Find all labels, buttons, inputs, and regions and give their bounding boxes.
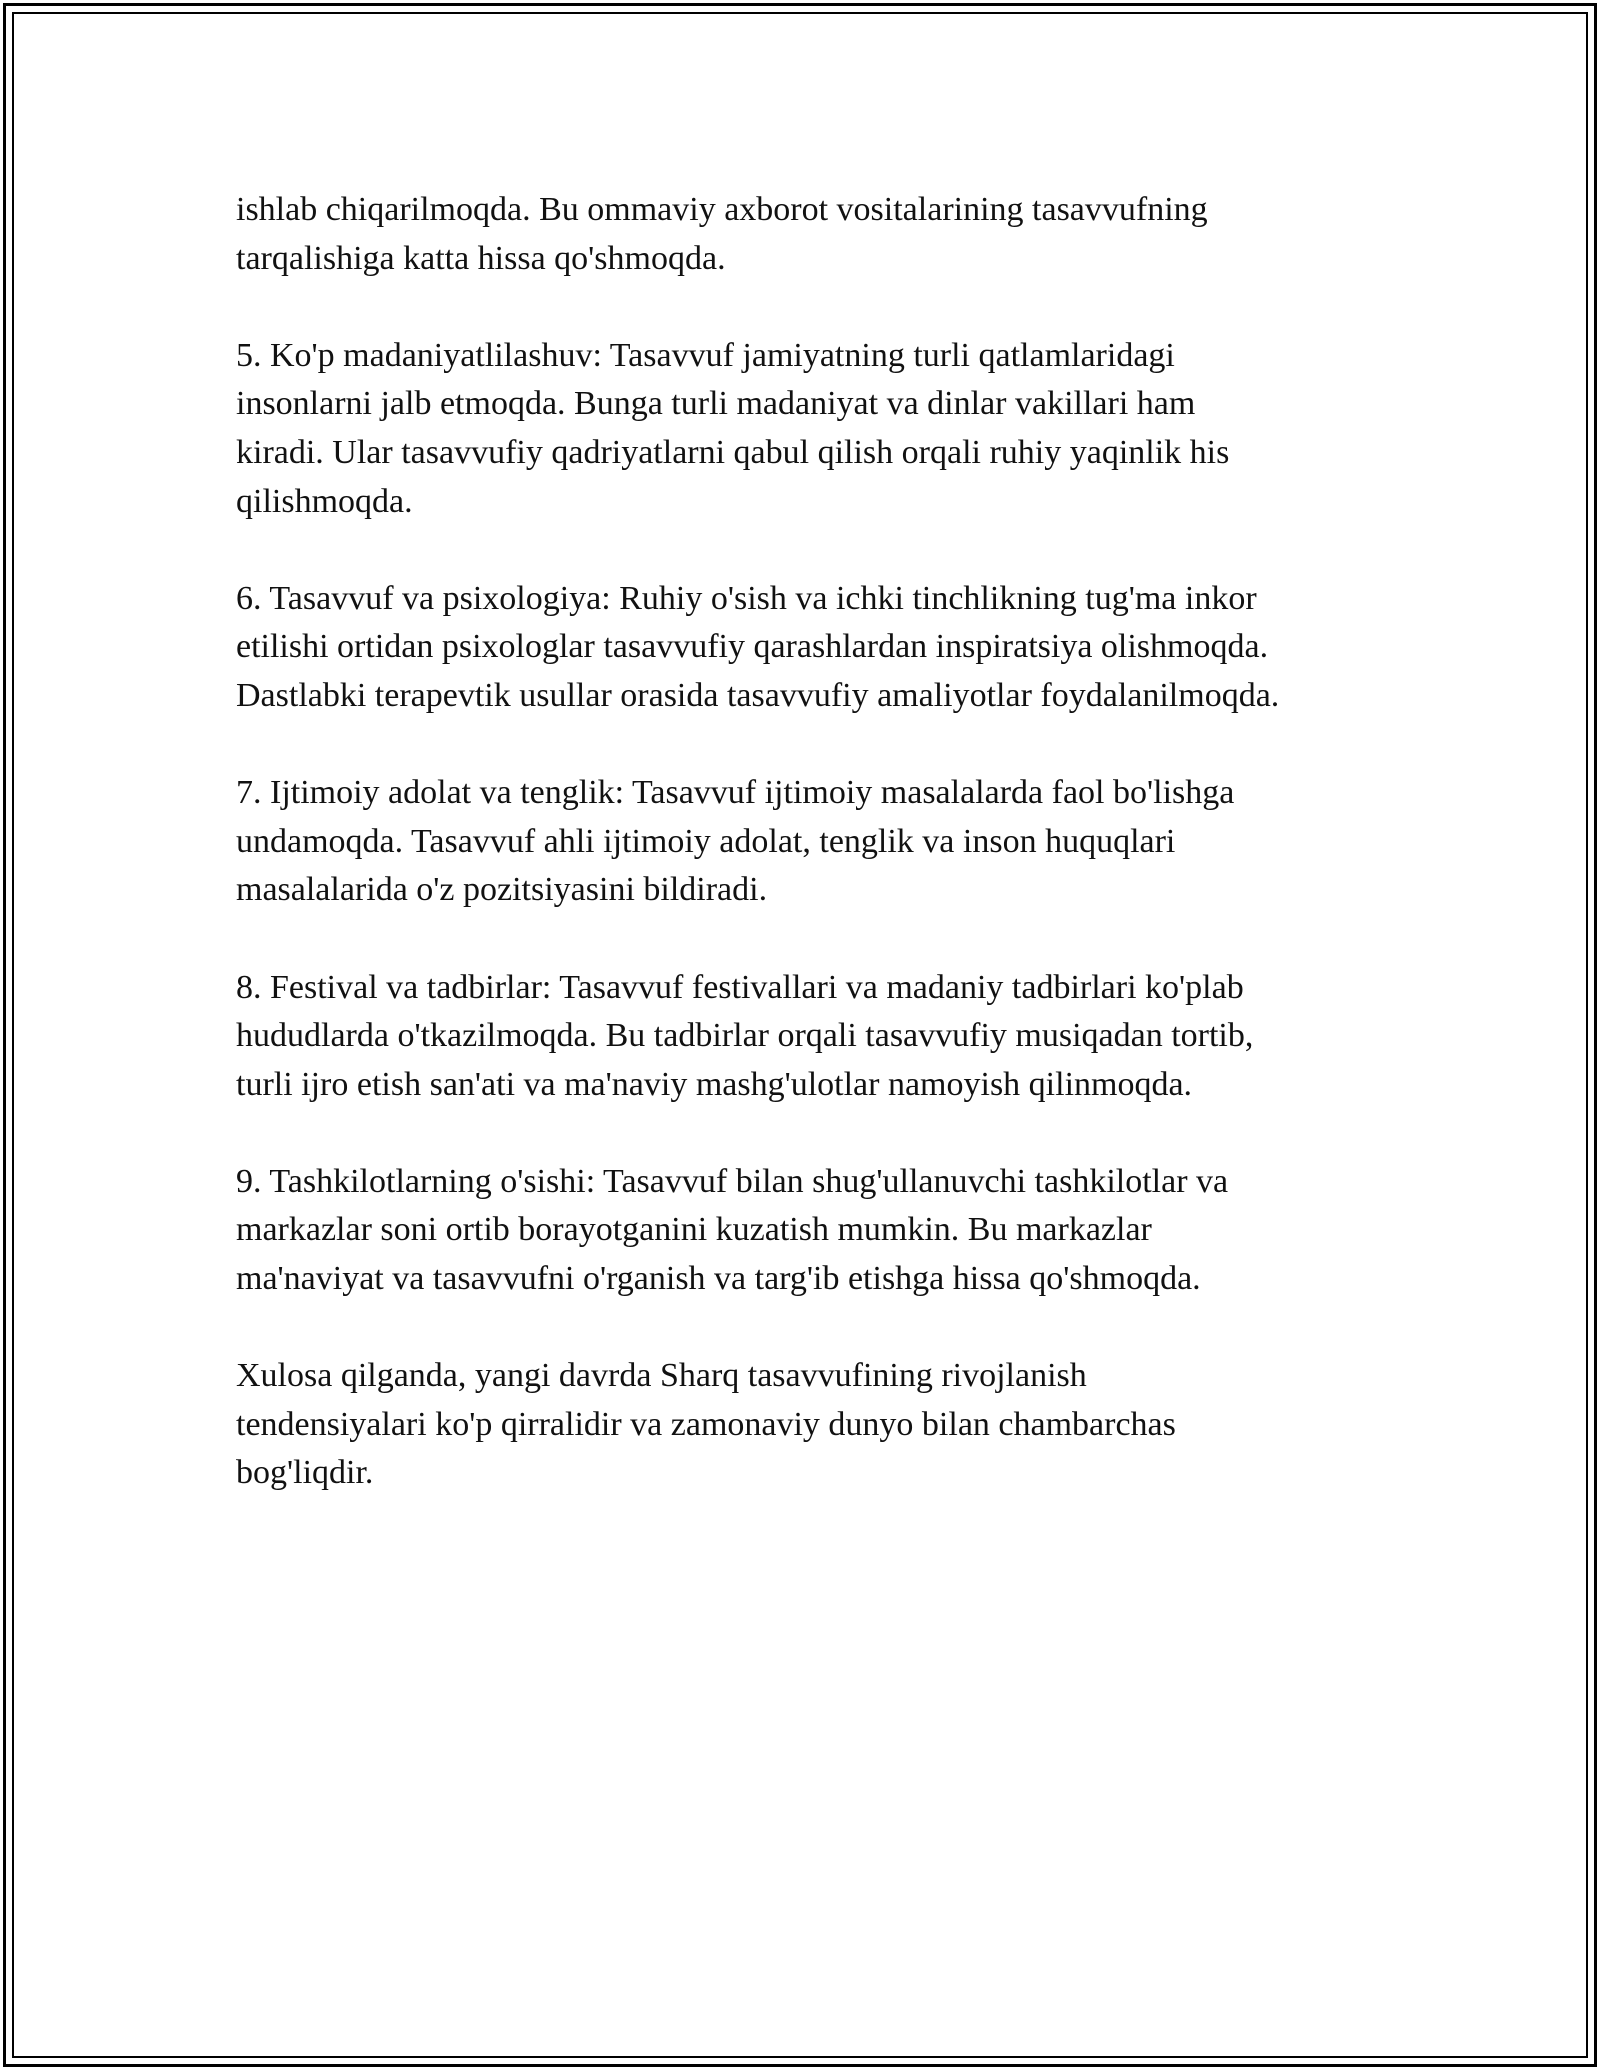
paragraph-item-6: 6. Tasavvuf va psixologiya: Ruhiy o'sish va ichki tinchlikning tug'ma inkor etilishi ortidan psixologlar tasavvufiy qarashlardan inspiratsiya olishmoqda. Dastlabki terapevtik usullar orasida tasavvufiy amaliyotlar foydalanilmoqda. bbox=[236, 579, 1280, 714]
paragraph-item-8: 8. Festival va tadbirlar: Tasavvuf festivallari va madaniy tadbirlari ko'plab hududlarda o'tkazilmoqda. Bu tadbirlar orqali tasavvufiy musiqadan tortib, turli ijro etish san'ati va ma'naviy mashg'ulotlar namoyish qilinmoqda. bbox=[236, 968, 1254, 1103]
document-body bbox=[236, 186, 1386, 1547]
paragraph-item-9: 9. Tashkilotlarning o'sishi: Tasavvuf bilan shug'ullanuvchi tashkilotlar va markazlar soni ortib borayotganini kuzatish mumkin. Bu markazlar ma'naviyat va tasavvufni o'rganish va targ'ib etishga hissa qo'shmoqda. bbox=[236, 1162, 1229, 1298]
paragraph-continuation: ishlab chiqarilmoqda. Bu ommaviy axborot vositalarining tasavvufning tarqalishiga katta hissa qo'shmoqda. bbox=[236, 191, 1208, 277]
paragraph-item-7: 7. Ijtimoiy adolat va tenglik: Tasavvuf ijtimoiy masalalarda faol bo'lishga undamoqda. Tasavvuf ahli ijtimoiy adolat, tenglik va inson huquqlari masalalarida o'z pozitsiyasini bildiradi. bbox=[236, 774, 1235, 909]
paragraph-conclusion: Xulosa qilganda, yangi davrda Sharq tasavvufining rivojlanish tendensiyalari ko'p qirralidir va zamonaviy dunyo bilan chambarchas bog'liqdir. bbox=[236, 1357, 1176, 1492]
paragraph-item-5: 5. Ko'p madaniyatlilashuv: Tasavvuf jamiyatning turli qatlamlaridagi insonlarni jalb etmoqda. Bunga turli madaniyat va dinlar vakillari ham kiradi. Ular tasavvufiy qadriyatlarni qabul qilish orqali ruhiy yaqinlik his qilishmoqda. bbox=[236, 336, 1230, 520]
